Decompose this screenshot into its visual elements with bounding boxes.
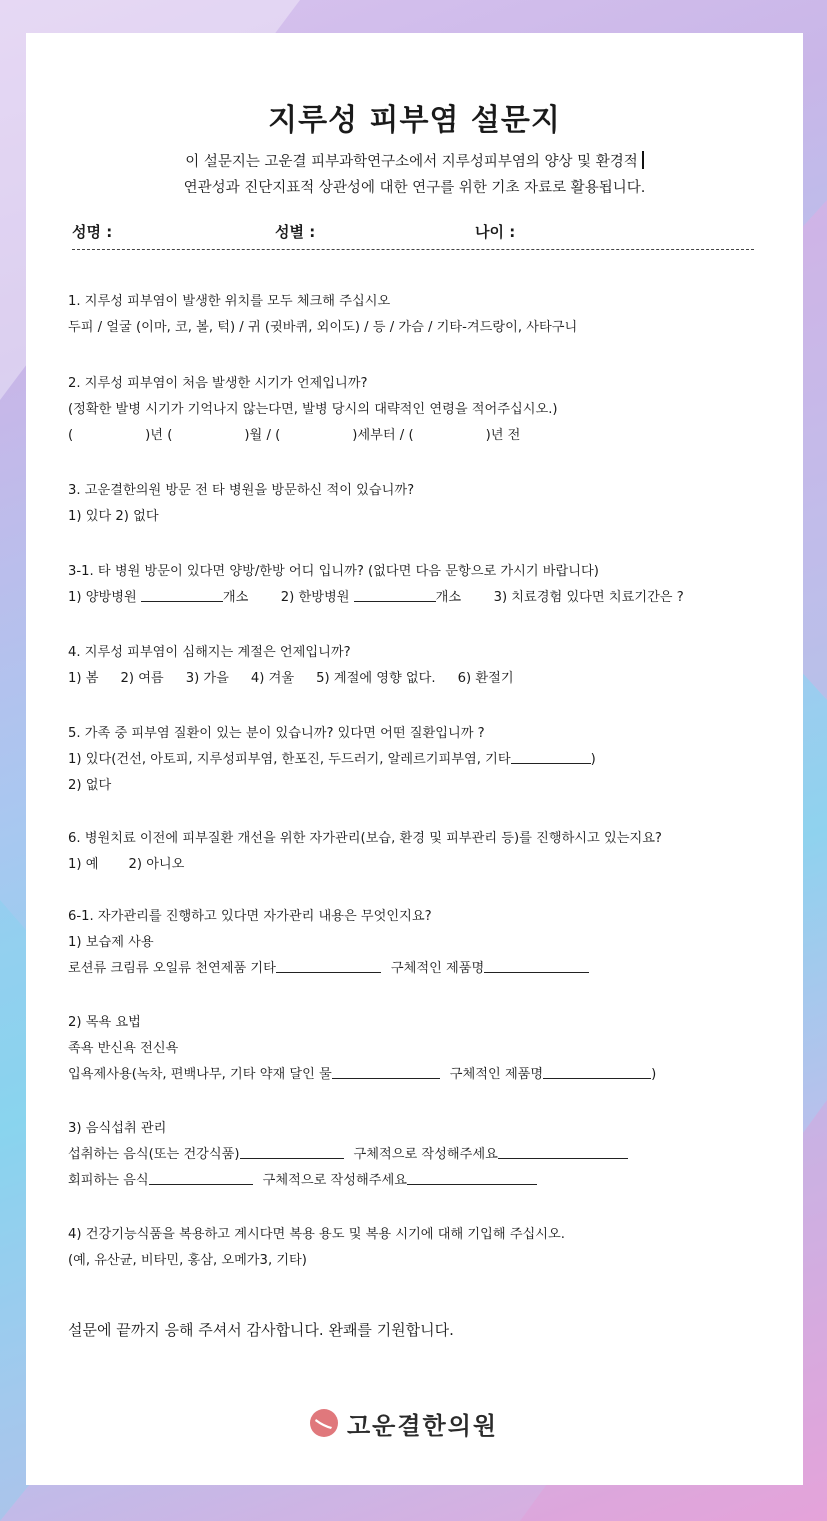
field-open: ( [68,428,74,443]
field-year: )년 ( [145,428,173,443]
field-years-ago: )년 전 [485,428,521,443]
option-winter[interactable]: 4) 겨울 [250,671,295,686]
question-4-options[interactable] [68,668,514,694]
intro-line-2: 연관성과 진단지표적 상관성에 대한 연구를 위한 기초 자료로 활용됩니다. [183,180,646,196]
field-age: )세부터 / ( [352,428,414,443]
blank-moisturizer-product[interactable] [484,958,589,973]
question-3-text: 3. 고운결한의원 방문 전 타 병원을 방문하신 적이 있습니까? [68,483,415,498]
intro-line-1: 이 설문지는 고운결 피부과학연구소에서 지루성피부염의 양상 및 환경적 [185,154,638,170]
question-5-option-no[interactable]: 2) 없다 [68,778,112,793]
option-yes[interactable]: 1) 예 [68,857,99,872]
section-supplement-line1: 4) 건강기능식품을 복용하고 계시다면 복용 용도 및 복용 시기에 대해 기입해 주십시오. [68,1227,565,1242]
option-summer[interactable]: 2) 여름 [120,671,164,686]
section-bath-title: 2) 목욕 요법 [68,1015,141,1030]
age-field-label[interactable]: 나이 : [475,223,516,241]
question-2-text: 2. 지루성 피부염이 처음 발생한 시기가 언제입니까? [68,376,368,391]
blank-moisturizer-other[interactable] [276,958,381,973]
product-name-label: 구체적인 제품명 [390,961,485,976]
gender-field-label[interactable]: 성별 : [275,223,316,241]
option-autumn[interactable]: 3) 가을 [185,671,229,686]
option-yes-label: 1) 있다(건선, 아토피, 지루성피부염, 한포진, 두드러기, 알레르기피부염, 기타 [68,752,511,767]
clinic-logo-text: 고운결한의원 [347,1411,499,1440]
section-diet-line2[interactable] [68,1170,656,1196]
section-bath-line1[interactable]: 족욕 반신욕 전신욕 [68,1041,179,1056]
question-1-text: 1. 지루성 피부염이 발생한 위치를 모두 체크해 주십시오 [68,294,391,309]
question-5-text: 5. 가족 중 피부염 질환이 있는 분이 있습니까? 있다면 어떤 질환입니까 ? [68,726,485,741]
question-3 [68,480,414,532]
blank-diet-avoided-detail[interactable] [407,1170,537,1185]
option-treatment-period: 3) 치료경험 있다면 치료기간은 ? [493,590,684,605]
blank-diet-eaten-detail[interactable] [498,1144,628,1159]
question-3-1-options[interactable] [68,587,684,613]
question-2-fields[interactable] [68,425,558,451]
blank-diet-avoided[interactable] [149,1170,253,1185]
section-supplement-line2[interactable]: (예, 유산균, 비타민, 홍삼, 오메가3, 기타) [68,1253,307,1268]
question-4 [68,642,514,694]
diet-avoided-label: 회피하는 음식 [68,1173,149,1188]
blank-western-count[interactable] [141,587,223,602]
option-korean: 2) 한방병원 [280,590,350,605]
thanks-message: 설문에 끝까지 응해 주셔서 감사합니다. 완쾌를 기원합니다. [68,1321,454,1339]
clinic-logo-icon [309,1408,339,1438]
clinic-logo [309,1406,498,1440]
paren-close: ) [651,1067,657,1082]
question-4-text: 4. 지루성 피부염이 심해지는 계절은 언제입니까? [68,645,351,660]
bath-additive-label: 입욕제사용(녹차, 편백나무, 기타 약재 달인 물 [68,1067,332,1082]
section-diet-line1[interactable] [68,1144,656,1170]
question-2-note: (정확한 발병 시기가 기억나지 않는다면, 발병 당시의 대략적인 연령을 적어주십시오.) [68,402,558,417]
question-6-1-text: 6-1. 자가관리를 진행하고 있다면 자가관리 내용은 무엇인지요? [68,909,432,924]
section-diet-title: 3) 음식섭취 관리 [68,1121,167,1136]
unit-label: 개소 [222,590,249,605]
info-divider [72,249,754,250]
blank-other-disease[interactable] [511,749,591,764]
section-moisturizer-title: 1) 보습제 사용 [68,935,154,950]
question-1-options[interactable]: 두피 / 얼굴 (이마, 코, 볼, 턱) / 귀 (귓바퀴, 외이도) / 등 / 가슴 / 기타-겨드랑이, 사타구니 [68,320,578,335]
option-season-change[interactable]: 6) 환절기 [457,671,514,686]
moisturizer-types: 로션류 크림류 오일류 천연제품 기타 [68,961,276,976]
question-6 [68,828,662,880]
question-5-option-yes[interactable] [68,749,596,775]
option-western: 1) 양방병원 [68,590,137,605]
section-moisturizer-line[interactable] [68,958,656,984]
diet-eaten-label: 섭취하는 음식(또는 건강식품) [68,1147,240,1162]
question-5 [68,723,596,801]
question-6-options[interactable] [68,854,662,880]
option-no[interactable]: 2) 아니오 [128,857,185,872]
detail-label: 구체적으로 작성해주세요 [262,1173,407,1188]
blank-bath-additive[interactable] [332,1064,440,1079]
question-1 [68,291,577,343]
question-2 [68,373,558,451]
question-3-1 [68,561,684,613]
question-3-1-text: 3-1. 타 병원 방문이 있다면 양방/한방 어디 입니까? (없다면 다음 문항으로 가시기 바랍니다) [68,564,599,579]
blank-diet-eaten[interactable] [240,1144,344,1159]
unit-label: 개소 [435,590,462,605]
respondent-info [72,221,754,251]
blank-korean-count[interactable] [354,587,436,602]
field-month: )월 / ( [244,428,281,443]
intro-text [26,149,803,201]
detail-label: 구체적으로 작성해주세요 [353,1147,498,1162]
question-6-text: 6. 병원치료 이전에 피부질환 개선을 위한 자가관리(보습, 환경 및 피부관리 등)를 진행하시고 있는지요? [68,831,662,846]
option-no-season[interactable]: 5) 계절에 영향 없다. [316,671,436,686]
text-cursor [642,151,644,169]
section-bath-line2[interactable] [68,1064,656,1090]
option-spring[interactable]: 1) 봄 [68,671,99,686]
questionnaire-sheet [26,33,803,1485]
paren-close: ) [590,752,596,767]
name-field-label[interactable]: 성명 : [72,223,113,241]
product-name-label: 구체적인 제품명 [449,1067,544,1082]
question-6-1 [68,906,656,1276]
question-3-options[interactable]: 1) 있다 2) 없다 [68,509,159,524]
page-title: 지루성 피부염 설문지 [268,103,561,138]
blank-bath-product[interactable] [543,1064,651,1079]
